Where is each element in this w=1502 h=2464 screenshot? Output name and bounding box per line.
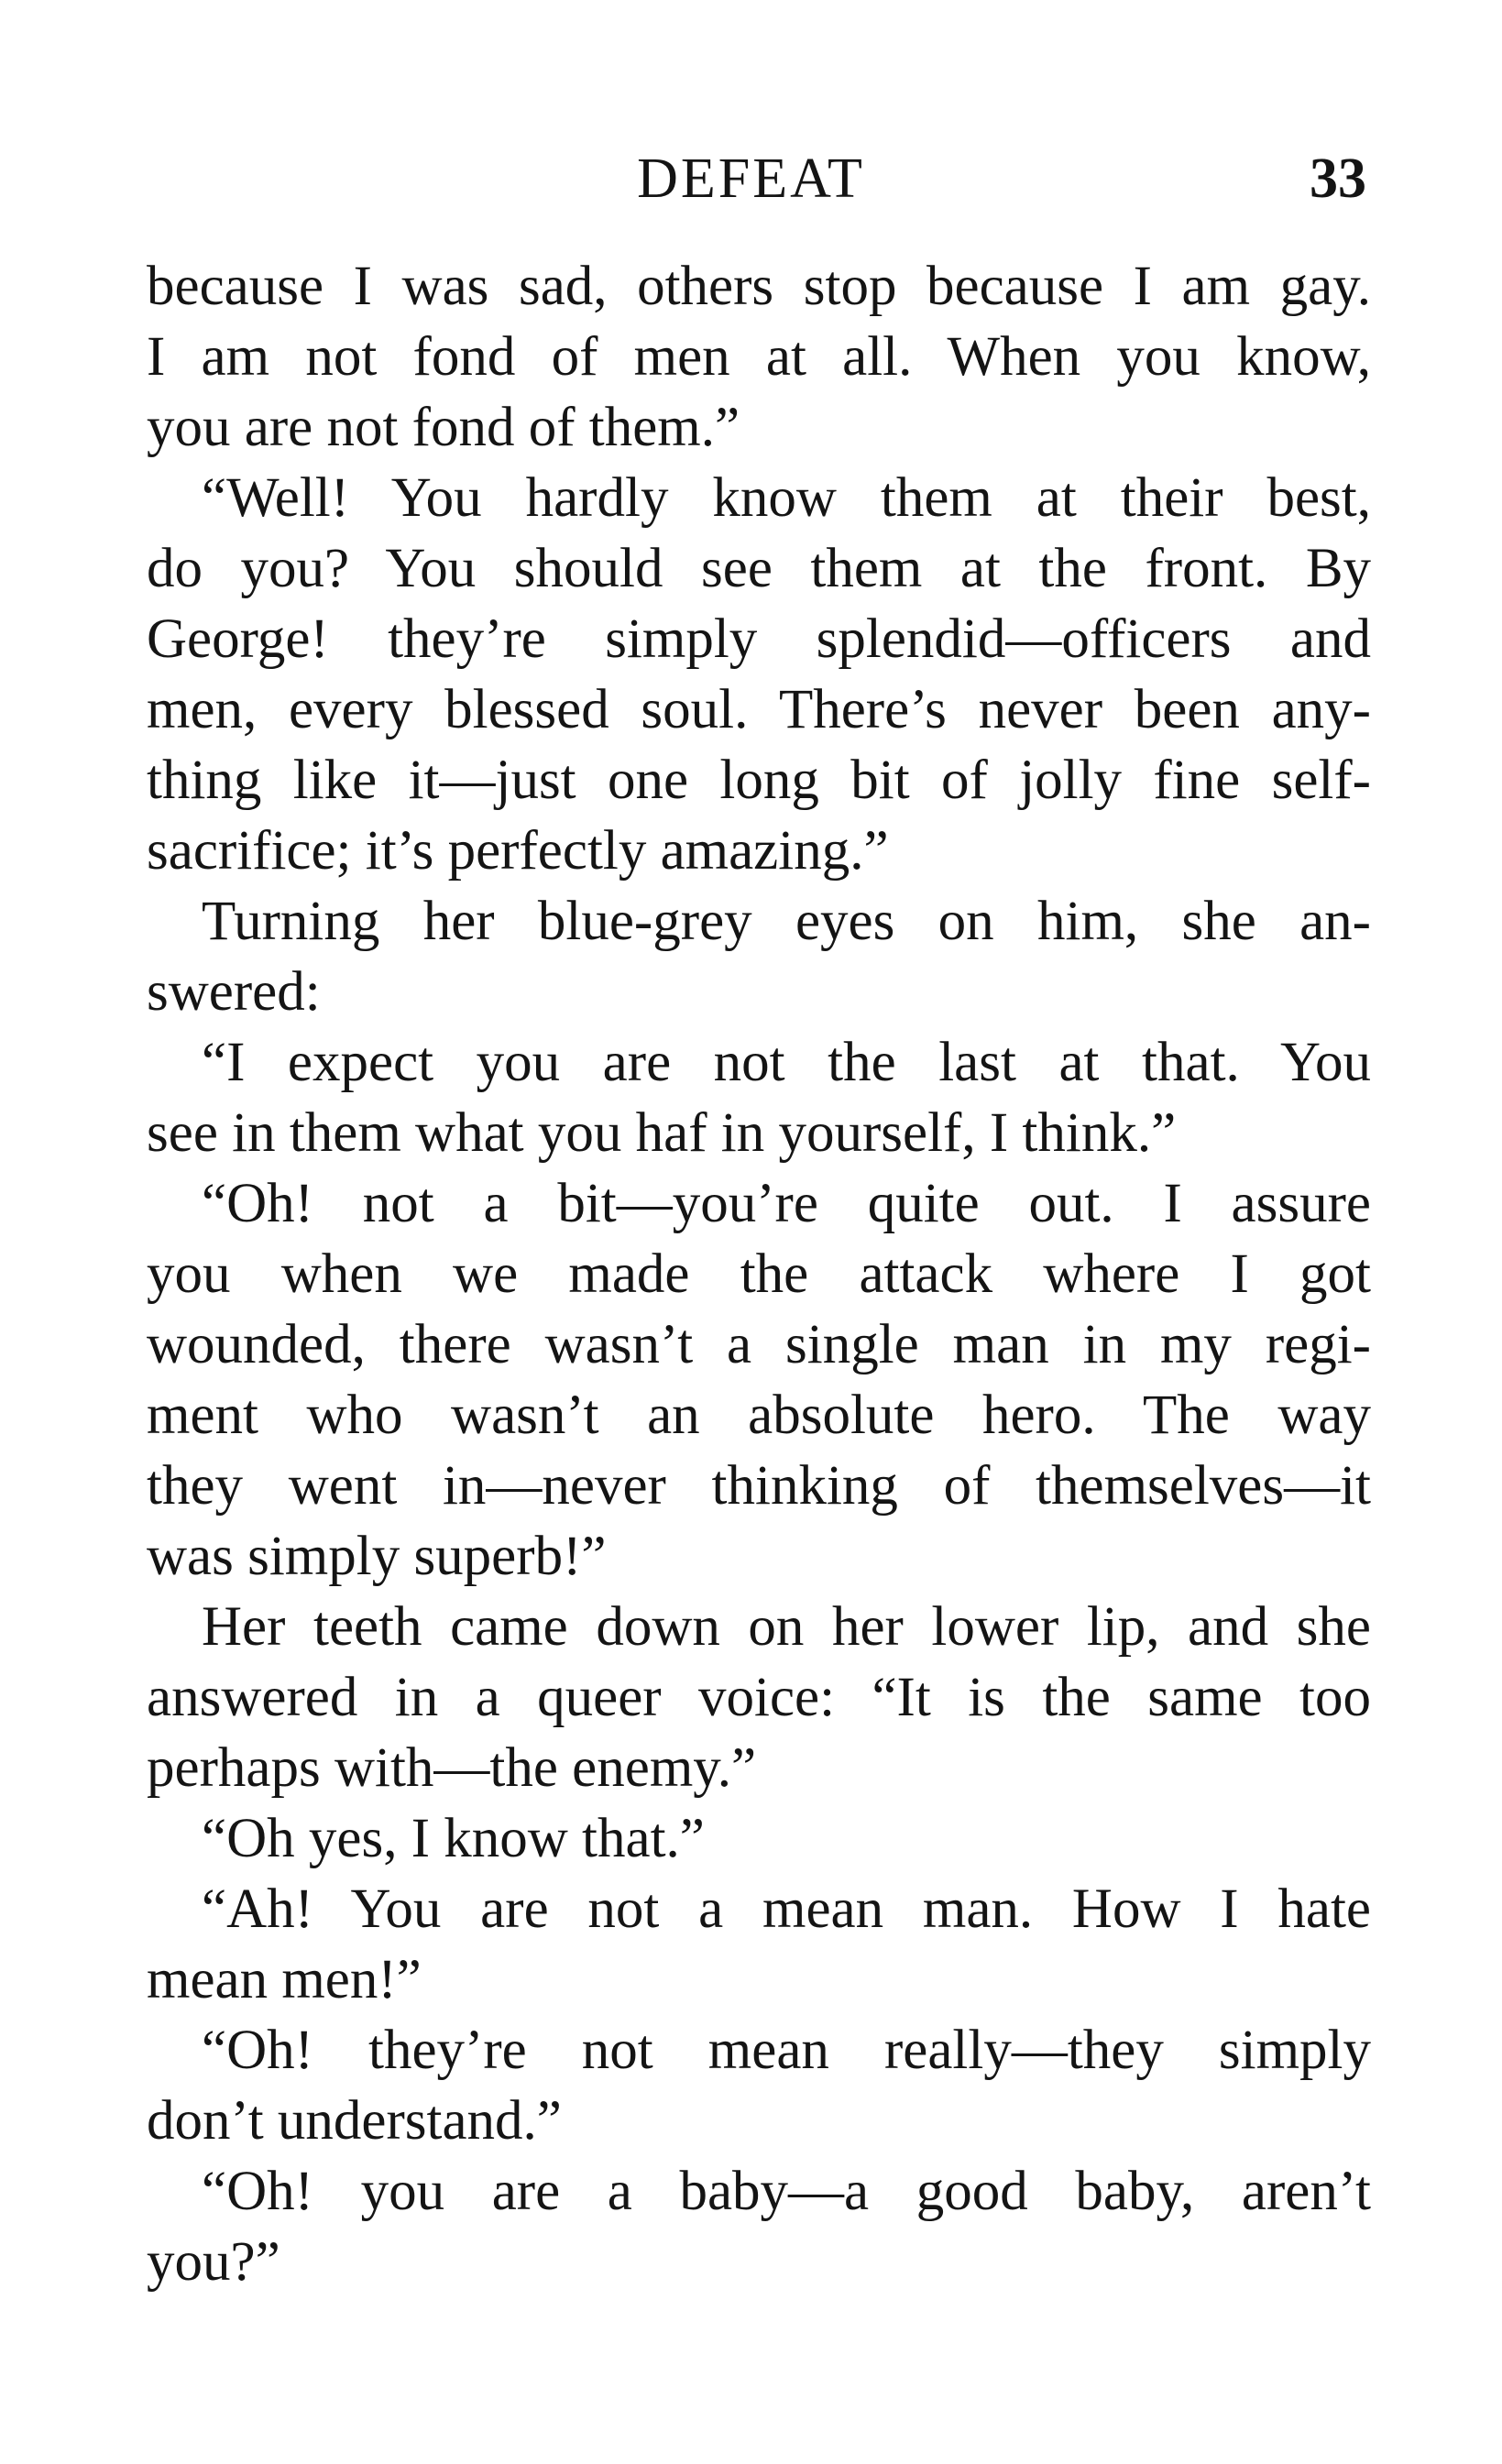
text-line: thing like it—just one long bit of jolly fine self- xyxy=(147,750,1371,811)
chapter-title: DEFEAT xyxy=(637,148,865,210)
text-line: Her teeth came down on her lower lip, and she xyxy=(202,1596,1371,1658)
text-line: was simply superb!” xyxy=(147,1526,607,1587)
text-line: George! they’re simply splendid—officers and xyxy=(147,608,1371,670)
text-line: “Oh yes, I know that.” xyxy=(202,1808,705,1869)
text-line: because I was sad, others stop because I am gay. xyxy=(147,256,1371,317)
text-line: you are not fond of them.” xyxy=(147,397,740,458)
text-line: “Ah! You are not a mean man. How I hate xyxy=(202,1878,1371,1940)
text-line: answered in a queer voice: “It is the same too xyxy=(147,1667,1371,1728)
text-line: “I expect you are not the last at that. You xyxy=(202,1032,1371,1093)
running-head xyxy=(0,137,1502,220)
page-number: 33 xyxy=(1310,148,1366,210)
text-line: men, every blessed soul. There’s never been any- xyxy=(147,679,1371,740)
text-line: swered: xyxy=(147,961,321,1023)
text-line: they went in—never thinking of themselves—it xyxy=(147,1455,1371,1517)
text-line: you when we made the attack where I got xyxy=(147,1243,1371,1305)
text-line: “Oh! you are a baby—a good baby, aren’t xyxy=(202,2161,1371,2222)
body-text xyxy=(147,251,1371,2297)
text-line: sacrifice; it’s perfectly amazing.” xyxy=(147,820,889,882)
text-line: “Oh! they’re not mean really—they simply xyxy=(202,2020,1371,2081)
text-line: Turning her blue-grey eyes on him, she an- xyxy=(202,891,1371,952)
text-line: don’t understand.” xyxy=(147,2090,562,2152)
text-line: do you? You should see them at the front. By xyxy=(147,538,1371,599)
text-line: “Oh! not a bit—you’re quite out. I assure xyxy=(202,1173,1371,1234)
text-line: perhaps with—the enemy.” xyxy=(147,1737,757,1799)
text-line: “Well! You hardly know them at their best, xyxy=(202,467,1371,529)
text-line: you?” xyxy=(147,2231,280,2293)
text-line: wounded, there wasn’t a single man in my regi- xyxy=(147,1314,1371,1375)
text-line: I am not fond of men at all. When you know, xyxy=(147,326,1371,388)
text-line: mean men!” xyxy=(147,1949,422,2010)
text-line: see in them what you haf in yourself, I think.” xyxy=(147,1102,1177,1164)
text-line: ment who wasn’t an absolute hero. The way xyxy=(147,1385,1371,1446)
